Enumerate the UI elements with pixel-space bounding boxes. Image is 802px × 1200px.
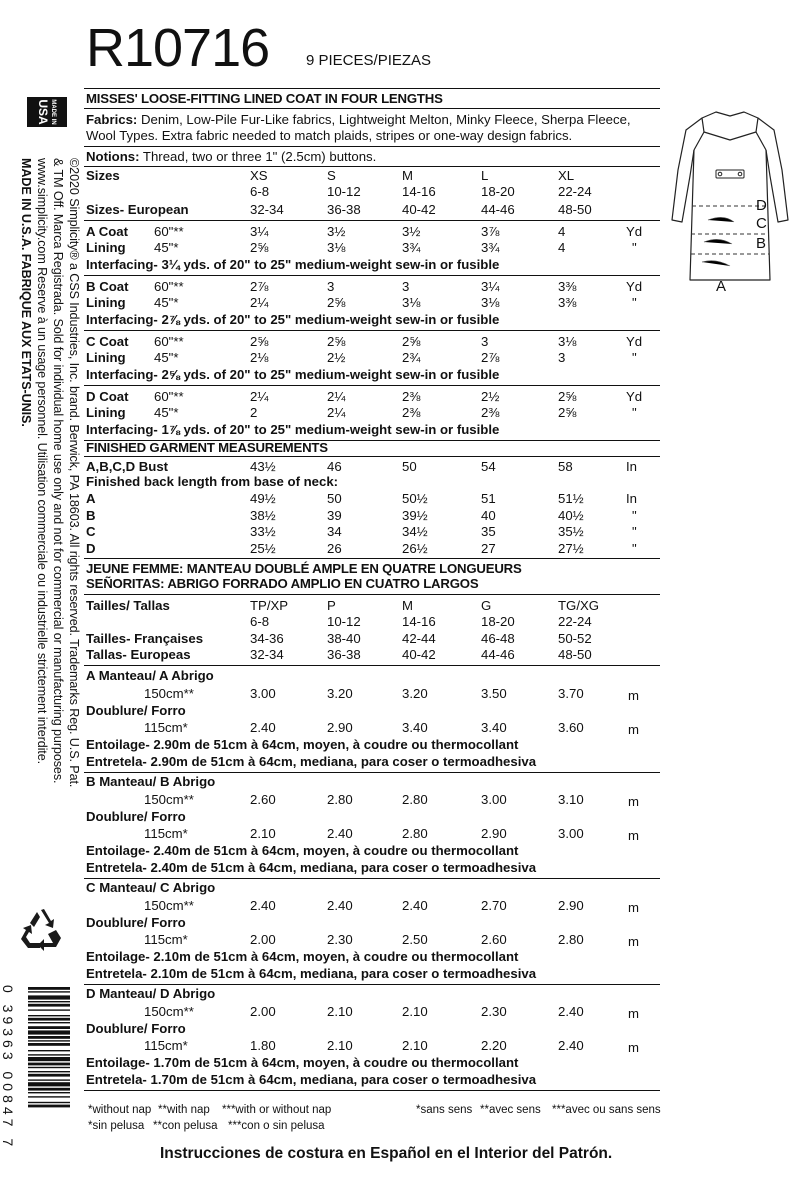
size-cell: TG/XG: [558, 598, 600, 613]
yardage-cell: 3¼: [250, 224, 269, 239]
yardage-cell: 3: [558, 350, 566, 365]
footnote-en-3: ***with or without nap: [222, 1104, 332, 1116]
size-eu-cell: 36-38: [327, 202, 361, 217]
metre-cell: 2.80: [558, 932, 584, 947]
length-view-label: A: [86, 491, 96, 506]
size-cell: L: [481, 168, 489, 183]
fabric-width: 150cm**: [144, 898, 194, 913]
yardage-cell: 3⅛: [327, 240, 346, 255]
footnote-es-1: *sin pelusa: [88, 1120, 145, 1132]
metre-cell: 3.40: [481, 720, 507, 735]
lining-label: Lining: [86, 295, 126, 310]
length-cell: 25½: [250, 540, 276, 556]
length-cell: 26: [327, 540, 342, 556]
metre-cell: 3.00: [250, 686, 276, 701]
divider: [84, 330, 660, 331]
metre-cell: 2.90: [558, 898, 584, 913]
metre-cell: 2.00: [250, 1004, 276, 1019]
manteau-view-label: C Manteau/ C Abrigo: [86, 880, 216, 895]
size-cell: 14-16: [402, 184, 436, 199]
lining-label: Lining: [86, 240, 126, 255]
length-cell: 34½: [402, 524, 428, 539]
manteau-view-label: B Manteau/ B Abrigo: [86, 774, 216, 789]
fabric-width: 150cm**: [144, 686, 194, 701]
size-cell: M: [402, 598, 413, 613]
bust-cell: 54: [481, 459, 496, 474]
ditto-mark: ": [632, 350, 637, 365]
doublure-label: Doublure/ Forro: [86, 809, 186, 824]
unit-label: Yd: [626, 334, 643, 349]
notions-line: Notions: Thread, two or three 1" (2.5cm) buttons.: [86, 149, 377, 164]
yardage-cell: 2: [250, 405, 258, 420]
unit-label: m: [628, 688, 639, 703]
entretela-note: Entretela- 2.40m de 51cm à 64cm, mediana, para coser o termoadhesiva: [86, 860, 537, 875]
unit-label: ": [632, 524, 637, 539]
unit-label: m: [628, 1040, 639, 1055]
sizes-label: Sizes: [86, 168, 120, 183]
unit-label: Yd: [626, 389, 643, 404]
size-cell: 36-38: [327, 647, 361, 662]
length-cell: 35: [481, 524, 496, 539]
length-view-label: C: [86, 524, 96, 539]
finished-measurements-title: FINISHED GARMENT MEASUREMENTS: [86, 440, 328, 455]
sizes-european-label: Sizes- European: [86, 202, 189, 217]
size-cell: G: [481, 598, 492, 613]
entretela-note: Entretela- 2.90m de 51cm à 64cm, mediana, para coser o termoadhesiva: [86, 754, 537, 769]
metre-cell: 2.80: [327, 792, 353, 807]
fabric-width: 115cm*: [144, 826, 188, 841]
size-cell: 50-52: [558, 631, 592, 646]
spanish-title: SEÑORITAS: ABRIGO FORRADO AMPLIO EN CUATRO LARGOS: [86, 576, 479, 591]
lining-label: Lining: [86, 350, 126, 365]
size-cell: 6-8: [250, 614, 270, 629]
size-cell: 22-24: [558, 614, 592, 629]
yardage-cell: 2½: [481, 389, 500, 404]
fabrics-line-2: Wool Types. Extra fabric needed to match plaids, stripes or one-way design fabrics.: [86, 128, 573, 143]
fabric-width: 60"**: [154, 224, 184, 239]
length-cell: 26½: [402, 540, 428, 556]
metre-cell: 2.60: [481, 932, 507, 947]
bust-label: A,B,C,D Bust: [86, 459, 169, 474]
footnote-es-2: **con pelusa: [153, 1120, 218, 1132]
metre-cell: 2.80: [402, 792, 428, 807]
fabric-width: 115cm*: [144, 1038, 188, 1053]
unit-label: Yd: [626, 279, 643, 294]
yardage-cell: 4: [558, 224, 566, 239]
size-cell: 32-34: [250, 647, 284, 662]
size-cell: XS: [250, 168, 268, 183]
unit-label: m: [628, 722, 639, 737]
yardage-cell: 3⅜: [558, 279, 577, 294]
divider: [84, 456, 660, 457]
size-cell: 38-40: [327, 631, 361, 646]
yardage-cell: 3⅜: [558, 295, 577, 310]
recycle-icon: [18, 906, 64, 952]
fabric-width: 45"*: [154, 295, 179, 310]
unit-label: ": [632, 507, 637, 523]
copyright-line-3: www.simplicity.com Reserve à un usage personnel. Utilisation commerciale ou industrielle strictement interdite.: [35, 158, 49, 765]
yardage-cell: 2⅝: [327, 334, 346, 349]
divider: [84, 108, 660, 109]
yardage-cell: 2⅜: [402, 389, 421, 404]
yardage-cell: 2¼: [250, 389, 269, 404]
length-cell: 50: [327, 491, 342, 506]
size-cell: 10-12: [327, 614, 361, 629]
fabric-width: 45"*: [154, 350, 179, 365]
metre-cell: 2.40: [327, 898, 353, 913]
left-sidebar: [0, 0, 81, 1200]
length-cell: 51½: [558, 491, 584, 506]
barcode-number: 0 39363 00847 7: [0, 985, 16, 1151]
manteau-view-label: A Manteau/ A Abrigo: [86, 668, 214, 683]
metre-cell: 2.10: [402, 1004, 428, 1019]
yardage-cell: 3: [402, 279, 410, 294]
length-cell: 27: [481, 540, 496, 556]
fabric-width: 60"**: [154, 389, 184, 404]
footnote-fr-1: *sans sens: [416, 1104, 473, 1116]
entoilage-note: Entoilage- 1.70m de 51cm à 64cm, moyen, à coudre ou thermocollant: [86, 1055, 519, 1070]
yardage-cell: 4: [558, 240, 566, 255]
doublure-label: Doublure/ Forro: [86, 1021, 186, 1036]
size-cell: M: [402, 168, 413, 183]
unit-label: In: [626, 491, 637, 506]
yardage-cell: 2¼: [250, 295, 269, 310]
ditto-mark: ": [632, 295, 637, 310]
yardage-cell: 3⅛: [481, 295, 500, 310]
metre-cell: 2.80: [402, 826, 428, 841]
size-cell: 40-42: [402, 647, 436, 662]
copyright-line-2: & TM Off. Marca Registrada. Sold for individual home use only and not for commercial or manufacturing purposes.: [51, 158, 65, 784]
metre-cell: 2.90: [481, 826, 507, 841]
length-cell: 49½: [250, 491, 276, 506]
divider: [84, 166, 660, 167]
size-cell: P: [327, 598, 336, 613]
metre-cell: 3.20: [402, 686, 428, 701]
divider: [84, 220, 660, 221]
metre-cell: 2.40: [558, 1004, 584, 1019]
yardage-cell: 2⅝: [250, 334, 269, 349]
pieces-count: 9 PIECES/PIEZAS: [306, 52, 432, 69]
yardage-cell: 2⅝: [558, 405, 577, 420]
back-length-label: Finished back length from base of neck:: [86, 474, 339, 489]
yardage-cell: 2⅜: [481, 405, 500, 420]
metre-cell: 3.50: [481, 686, 507, 701]
length-cell: 50½: [402, 491, 428, 506]
metre-cell: 3.20: [327, 686, 353, 701]
interfacing-note: Interfacing- 2⅞ yds. of 20" to 25" medium-weight sew-in or fusible: [86, 312, 500, 327]
view-label-d: D: [756, 197, 767, 214]
size-eu-cell: 48-50: [558, 202, 592, 217]
yardage-cell: 2⅝: [327, 295, 346, 310]
length-cell: 34: [327, 524, 342, 539]
yardage-cell: 3⅞: [481, 224, 500, 239]
main-content: [84, 0, 664, 1200]
footnote-en-1: *without nap: [88, 1104, 152, 1116]
barcode: [14, 985, 70, 1185]
ditto-mark: ": [632, 240, 637, 255]
entoilage-note: Entoilage- 2.40m de 51cm à 64cm, moyen, à coudre ou thermocollant: [86, 843, 519, 858]
yardage-cell: 2⅞: [250, 279, 269, 294]
view-label-b: B: [756, 235, 767, 252]
metre-cell: 2.40: [250, 898, 276, 913]
yardage-cell: 2⅛: [250, 350, 269, 365]
bust-cell: 46: [327, 459, 342, 474]
size-cell: 48-50: [558, 647, 592, 662]
yardage-cell: 2⅜: [402, 405, 421, 420]
divider: [84, 88, 660, 89]
doublure-label: Doublure/ Forro: [86, 703, 186, 718]
bust-cell: 43½: [250, 459, 276, 474]
divider: [84, 385, 660, 386]
unit-label: m: [628, 934, 639, 949]
size-eu-cell: 40-42: [402, 202, 436, 217]
unit-label: m: [628, 794, 639, 809]
footnote-fr-2: **avec sens: [480, 1104, 541, 1116]
metre-cell: 2.30: [327, 932, 353, 947]
length-cell: 40½: [558, 507, 584, 523]
fabric-width: 60"**: [154, 279, 184, 294]
metre-cell: 3.60: [558, 720, 584, 735]
unit-label: Yd: [626, 224, 643, 239]
view-label-c: C: [756, 215, 767, 232]
metre-cell: 2.40: [402, 898, 428, 913]
divider: [84, 878, 660, 879]
metre-cell: 2.20: [481, 1038, 507, 1053]
divider: [84, 146, 660, 147]
metre-cell: 2.00: [250, 932, 276, 947]
size-cell: 18-20: [481, 614, 515, 629]
metre-cell: 2.70: [481, 898, 507, 913]
size-cell: 10-12: [327, 184, 361, 199]
coat-back-diagram: [664, 110, 796, 300]
fabric-width: 150cm**: [144, 792, 194, 807]
footnote-en-2: **with nap: [158, 1104, 210, 1116]
doublure-label: Doublure/ Forro: [86, 915, 186, 930]
unit-label: In: [626, 459, 637, 474]
fabrics-line-1: Fabrics: Denim, Low-Pile Fur-Like fabrics, Lightweight Melton, Minky Fleece, Sherpa Fleece,: [86, 112, 631, 127]
metre-cell: 1.80: [250, 1038, 276, 1053]
length-cell: 33½: [250, 524, 276, 539]
metre-cell: 3.10: [558, 792, 584, 807]
size-cell: 44-46: [481, 647, 515, 662]
tailles-label: Tailles/ Tallas: [86, 598, 170, 613]
made-in-usa-badge: [27, 97, 67, 127]
size-cell: S: [327, 168, 336, 183]
divider: [84, 558, 660, 559]
yardage-cell: 3¾: [402, 240, 421, 255]
yardage-cell: 2¼: [327, 405, 346, 420]
unit-label: m: [628, 828, 639, 843]
interfacing-note: Interfacing- 3¼ yds. of 20" to 25" medium-weight sew-in or fusible: [86, 257, 500, 272]
size-cell: 18-20: [481, 184, 515, 199]
yardage-cell: 2⅝: [250, 240, 269, 255]
french-title: JEUNE FEMME: MANTEAU DOUBLÉ AMPLE EN QUATRE LONGUEURS: [86, 561, 522, 576]
usa-label: USA: [36, 99, 51, 125]
unit-label: m: [628, 1006, 639, 1021]
metre-cell: 2.10: [250, 826, 276, 841]
fabric-width: 150cm**: [144, 1004, 194, 1019]
metre-cell: 2.30: [481, 1004, 507, 1019]
fabric-width: 115cm*: [144, 932, 188, 947]
fabric-width: 60"**: [154, 334, 184, 349]
bust-cell: 50: [402, 459, 417, 474]
size-eu-cell: 44-46: [481, 202, 515, 217]
entretela-note: Entretela- 1.70m de 51cm à 64cm, mediana, para coser o termoadhesiva: [86, 1072, 537, 1087]
size-cell: 22-24: [558, 184, 592, 199]
yardage-cell: 2¾: [402, 350, 421, 365]
metre-cell: 3.70: [558, 686, 584, 701]
english-title: MISSES' LOOSE-FITTING LINED COAT IN FOUR LENGTHS: [86, 91, 443, 106]
metre-cell: 2.10: [402, 1038, 428, 1053]
yardage-cell: 3¾: [481, 240, 500, 255]
yardage-cell: 3½: [402, 224, 421, 239]
yardage-cell: 2¼: [327, 389, 346, 404]
yardage-cell: 2½: [327, 350, 346, 365]
entoilage-note: Entoilage- 2.10m de 51cm à 64cm, moyen, à coudre ou thermocollant: [86, 949, 519, 964]
metre-cell: 3.00: [481, 792, 507, 807]
entretela-note: Entretela- 2.10m de 51cm à 64cm, mediana, para coser o termoadhesiva: [86, 966, 537, 981]
unit-label: m: [628, 900, 639, 915]
view-label-a: A: [716, 278, 727, 295]
coat-view-label: C Coat: [86, 334, 129, 349]
ditto-mark: ": [632, 405, 637, 420]
fabric-width: 45"*: [154, 405, 179, 420]
lining-label: Lining: [86, 405, 126, 420]
divider: [84, 594, 660, 595]
footnote-fr-3: ***avec ou sans sens: [552, 1104, 661, 1116]
coat-view-label: A Coat: [86, 224, 129, 239]
interfacing-note: Interfacing- 1⅞ yds. of 20" to 25" medium-weight sew-in or fusible: [86, 422, 500, 437]
yardage-cell: 3: [327, 279, 335, 294]
yardage-cell: 3: [481, 334, 489, 349]
pattern-code: R10716: [86, 18, 270, 78]
unit-label: ": [632, 540, 637, 556]
yardage-cell: 3¼: [481, 279, 500, 294]
coat-view-label: B Coat: [86, 279, 129, 294]
length-cell: 39½: [402, 507, 428, 523]
length-cell: 51: [481, 491, 496, 506]
yardage-cell: 3½: [327, 224, 346, 239]
metre-cell: 2.50: [402, 932, 428, 947]
length-view-label: B: [86, 507, 96, 523]
metre-cell: 2.90: [327, 720, 353, 735]
divider: [84, 665, 660, 666]
divider: [84, 275, 660, 276]
metre-cell: 3.40: [402, 720, 428, 735]
length-view-label: D: [86, 540, 96, 556]
made-in-label: MADE IN: [50, 99, 57, 125]
yardage-cell: 2⅞: [481, 350, 500, 365]
size-cell: 6-8: [250, 184, 270, 199]
size-eu-cell: 32-34: [250, 202, 284, 217]
metre-cell: 2.60: [250, 792, 276, 807]
size-cell: 34-36: [250, 631, 284, 646]
divider: [84, 772, 660, 773]
coat-view-label: D Coat: [86, 389, 129, 404]
spanish-instructions-note: Instrucciones de costura en Español en el Interior del Patrón.: [160, 1145, 613, 1162]
metre-cell: 2.10: [327, 1038, 353, 1053]
metre-cell: 2.10: [327, 1004, 353, 1019]
fabric-width: 115cm*: [144, 720, 188, 735]
manteau-view-label: D Manteau/ D Abrigo: [86, 986, 216, 1001]
french-sizes-label: Tailles- Françaises: [86, 631, 204, 646]
size-cell: 42-44: [402, 631, 436, 646]
fabric-width: 45"*: [154, 240, 179, 255]
length-cell: 40: [481, 507, 496, 523]
metre-cell: 3.00: [558, 826, 584, 841]
copyright-line-1: ©2020 Simplicity® a CSS Industries, Inc. brand. Berwick, PA 18603. All rights reserved. Trademarks Reg. U.S. Pat.: [67, 158, 81, 788]
divider: [84, 984, 660, 985]
size-cell: TP/XP: [250, 598, 289, 613]
metre-cell: 2.40: [327, 826, 353, 841]
entoilage-note: Entoilage- 2.90m de 51cm à 64cm, moyen, à coudre ou thermocollant: [86, 737, 519, 752]
yardage-cell: 2⅝: [558, 389, 577, 404]
size-cell: XL: [558, 168, 575, 183]
size-cell: 46-48: [481, 631, 515, 646]
yardage-cell: 3⅛: [558, 334, 577, 349]
footnote-es-3: ***con o sin pelusa: [228, 1120, 325, 1132]
divider: [84, 1090, 660, 1091]
european-sizes-label: Tallas- Europeas: [86, 647, 191, 662]
interfacing-note: Interfacing- 2⅝ yds. of 20" to 25" medium-weight sew-in or fusible: [86, 367, 500, 382]
yardage-cell: 2⅝: [402, 334, 421, 349]
length-cell: 39: [327, 507, 342, 523]
length-cell: 27½: [558, 540, 584, 556]
copyright-line-4: MADE IN U.S.A. FABRIQUE AUX ETATS-UNIS.: [19, 158, 33, 427]
length-cell: 35½: [558, 524, 584, 539]
yardage-cell: 3⅛: [402, 295, 421, 310]
metre-cell: 2.40: [558, 1038, 584, 1053]
metre-cell: 2.40: [250, 720, 276, 735]
size-cell: 14-16: [402, 614, 436, 629]
bust-cell: 58: [558, 459, 573, 474]
length-cell: 38½: [250, 507, 276, 523]
